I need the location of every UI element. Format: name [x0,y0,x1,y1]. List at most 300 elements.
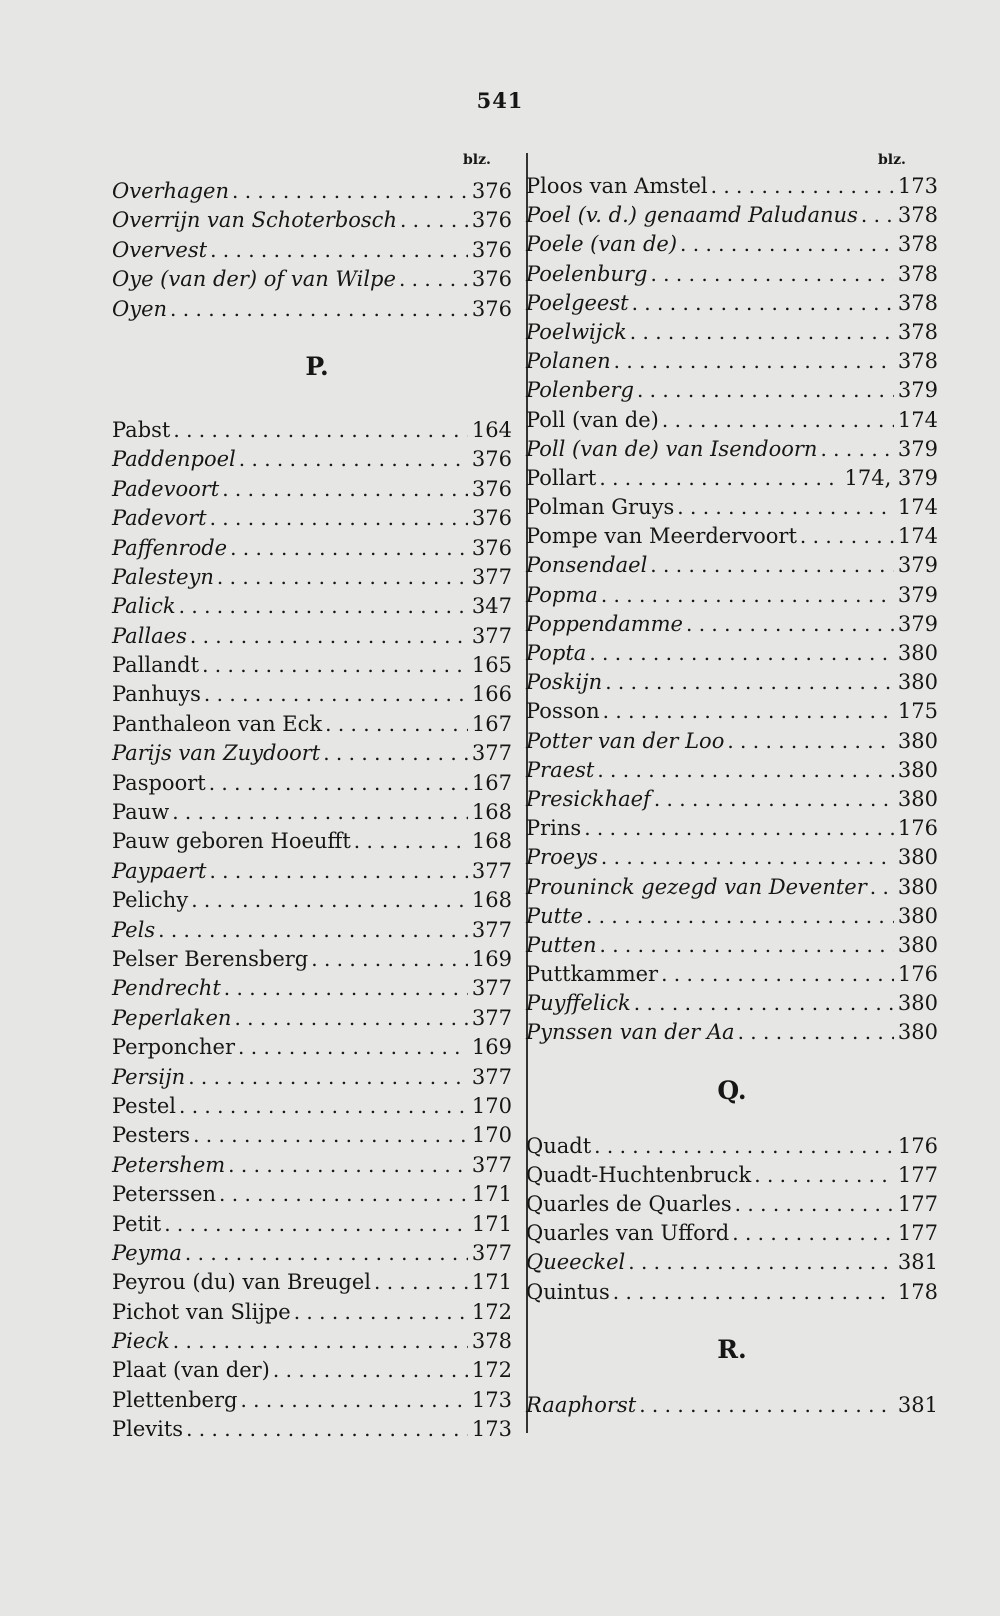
index-entry [526,289,938,318]
entry-page-number: 177 [897,1162,938,1187]
index-entry [112,739,512,768]
index-entry [112,680,512,709]
dot-leader [374,1268,468,1297]
entry-page-number: 376 [471,447,512,472]
dot-leader [204,680,468,709]
entry-name: Padevort [112,506,207,531]
dot-leader [601,843,894,872]
index-entry [526,1190,938,1219]
entry-name: Poll (van de) [526,407,659,432]
dot-leader [639,1391,894,1420]
index-entry [526,435,938,464]
index-entry [112,945,512,974]
dot-leader [158,916,468,945]
index-entry [112,1327,512,1356]
dot-leader [632,289,894,318]
dot-leader [209,769,468,798]
dot-leader [173,416,468,445]
dot-leader [870,873,894,902]
dot-leader [186,1415,468,1444]
entry-page-number: 380 [897,932,938,957]
dot-leader [400,206,468,235]
index-entry [112,504,512,533]
entry-name: Parijs van Zuydoort [112,741,321,766]
entry-name: Pauw geboren Hoeufft [112,829,351,854]
entry-name: Paypaert [112,858,207,883]
index-entry [112,827,512,856]
index-entry [112,1298,512,1327]
entry-page-number: 377 [471,741,512,766]
index-entry [112,265,512,294]
dot-leader [164,1210,468,1239]
entry-page-number: 378 [897,232,938,257]
dot-leader [294,1298,468,1327]
entry-page-number: 376 [471,535,512,560]
entry-name: Peterssen [112,1182,217,1207]
entry-page-number: 380 [897,845,938,870]
entry-name: Petershem [112,1152,226,1177]
index-entry [526,1391,938,1420]
entry-page-number: 171 [471,1270,512,1295]
entry-page-number: 378 [471,1329,512,1354]
entry-name: Popma [526,582,598,607]
page-column-header-left: blz. [463,152,491,168]
entry-page-number: 174 [897,407,938,432]
entry-name: Polanen [526,349,611,374]
entry-page-number: 170 [471,1093,512,1118]
r-entries [526,1391,938,1420]
dot-leader [603,697,894,726]
index-entry [526,727,938,756]
entry-name: Oyen [112,296,168,321]
entry-name: Pollart [526,465,597,490]
index-entry [112,1239,512,1268]
dot-leader [185,1239,468,1268]
index-entry [526,756,938,785]
index-entry [526,172,938,201]
index-entry [526,581,938,610]
entry-page-number: 380 [897,1020,938,1045]
dot-leader [601,581,894,610]
entry-name: Poskijn [526,670,603,695]
entry-page-number: 380 [897,874,938,899]
index-entry [112,475,512,504]
index-entry [526,785,938,814]
dot-leader [711,172,894,201]
entry-name: Panhuys [112,682,201,707]
entry-page-number: 169 [471,946,512,971]
index-entry [112,1004,512,1033]
dot-leader [680,230,894,259]
entry-name: Padevoort [112,476,220,501]
index-entry [526,902,938,931]
entry-name: Presickhaef [526,786,651,811]
index-entry [526,697,938,726]
entry-name: Prins [526,816,582,841]
dot-leader [677,493,894,522]
entry-name: Quarles de Quarles [526,1192,732,1216]
entry-page-number: 168 [471,800,512,825]
entry-page-number: 168 [471,888,512,913]
entry-page-number: 173 [471,1387,512,1412]
entry-page-number: 376 [471,476,512,501]
index-entry [112,1356,512,1385]
entry-name: Paffenrode [112,535,228,560]
index-entry [526,551,938,580]
section-letter-q: Q. [717,1075,747,1105]
entry-page-number: 178 [897,1279,938,1304]
dot-leader [209,857,467,886]
entry-page-number: 173 [897,174,938,198]
index-entry [112,1121,512,1150]
entry-name: Paddenpoel [112,447,236,472]
index-entry [112,1210,512,1239]
entry-name: Overvest [112,237,208,262]
dot-leader [240,1386,467,1415]
index-entry [112,416,512,445]
p-entries-left [112,416,512,1445]
entry-page-number: 380 [897,670,938,695]
entry-name: Pelichy [112,888,189,913]
entry-page-number: 177 [897,1192,938,1216]
dot-leader [661,960,894,989]
entry-page-number: 347 [471,594,512,619]
entry-page-number: 172 [471,1358,512,1383]
index-entry [526,1219,938,1248]
index-entry [112,1033,512,1062]
entry-page-number: 377 [471,564,512,589]
entry-page-number: 174 [897,495,938,520]
dot-leader [190,622,468,651]
entry-page-number: 169 [471,1035,512,1060]
entry-page-number: 377 [471,858,512,883]
entry-page-number: 164 [471,417,512,442]
entry-page-number: 376 [471,296,512,321]
index-entry [526,1132,938,1161]
entry-name: Poelgeest [526,290,629,315]
entry-page-number: 166 [471,682,512,707]
dot-leader [605,668,894,697]
index-entry [112,651,512,680]
left-entries [112,177,512,1445]
entry-name: Plaat (van der) [112,1358,270,1383]
entry-page-number: 379 [897,611,938,636]
entry-page-number: 380 [897,728,938,753]
entry-name: Quadt-Huchtenbruck [526,1162,752,1187]
index-entry [112,769,512,798]
p-entries-right [526,172,938,1048]
entry-page-number: 377 [471,623,512,648]
dot-leader [239,445,468,474]
entry-name: Prouninck gezegd van Deventer [526,874,867,899]
entry-name: Peyrou (du) van Breugel [112,1270,371,1295]
entry-name: Puttkammer [526,962,659,987]
dot-leader [170,295,468,324]
q-entries [526,1132,938,1307]
entry-page-number: 168 [471,829,512,854]
entry-name: Pelser Berensberg [112,946,309,971]
entry-page-number: 377 [471,976,512,1001]
entry-name: Queeckel [526,1250,626,1275]
entry-page-number: 376 [471,267,512,292]
index-entry [526,960,938,989]
entry-name: Poppendamme [526,611,683,636]
entry-page-number: 378 [897,290,938,315]
index-entry [526,464,938,493]
entry-name: Pauw [112,800,170,825]
entry-page-number: 175 [897,699,938,724]
entry-name: Poel (v. d.) genaamd Paludanus [526,203,858,228]
entry-name: Popta [526,641,587,665]
entry-name: Poelenburg [526,261,648,286]
entry-page-number: 378 [897,203,938,228]
index-entry [526,406,938,435]
index-entry [112,295,512,324]
entry-page-number: 381 [897,1392,938,1417]
entry-name: Pompe van Meerdervoort [526,524,797,549]
entry-name: Persijn [112,1064,186,1089]
dot-leader [173,1327,468,1356]
dot-leader [628,1248,894,1277]
entry-name: Petit [112,1211,162,1236]
entry-name: Quintus [526,1279,610,1304]
index-entry [526,376,938,405]
entry-name: Polman Gruys [526,495,675,520]
entry-name: Panthaleon van Eck [112,711,323,736]
entry-name: Palesteyn [112,564,214,589]
dot-leader [597,756,894,785]
right-entries [526,172,938,1420]
dot-leader [188,1063,468,1092]
entry-page-number: 177 [897,1221,938,1246]
entry-name: Potter van der Loo [526,728,725,753]
dot-leader [662,406,894,435]
dot-leader [238,1033,468,1062]
entry-name: Putte [526,903,583,928]
entry-page-number: 171 [471,1211,512,1236]
entry-page-number: 376 [471,179,512,203]
entry-name: Palick [112,594,176,619]
entry-name: Poll (van de) van Isendoorn [526,436,818,461]
index-entry [112,1268,512,1297]
entry-name: Raaphorst [526,1392,637,1417]
entry-name: Quarles van Ufford [526,1221,730,1246]
entry-page-number: 377 [471,917,512,942]
index-entry [112,206,512,235]
index-entry [112,916,512,945]
dot-leader [586,902,894,931]
dot-leader [217,563,468,592]
index-entry [526,1161,938,1190]
index-entry [526,1018,938,1047]
index-entry [112,857,512,886]
entry-page-number: 376 [471,208,512,233]
index-entry [112,622,512,651]
entry-page-number: 378 [897,349,938,374]
dot-leader [191,886,468,915]
dot-leader [234,1004,467,1033]
dot-leader [654,785,894,814]
entry-page-number: 379 [897,553,938,578]
index-entry [526,814,938,843]
entry-page-number: 377 [471,1240,512,1265]
index-entry [526,639,938,668]
dot-leader [732,1219,894,1248]
index-entry [526,201,938,230]
dot-leader [637,376,894,405]
entry-name: Proeys [526,845,598,870]
entry-page-number: 176 [897,816,938,841]
entry-name: Pestel [112,1093,176,1118]
dot-leader [599,464,840,493]
dot-leader [172,798,468,827]
index-entry [112,1180,512,1209]
entry-page-number: 378 [897,319,938,344]
dot-leader [224,974,468,1003]
index-entry [112,1092,512,1121]
index-entry [112,177,512,206]
dot-leader [727,727,894,756]
entry-name: Pabst [112,417,171,442]
index-entry [526,1278,938,1307]
entry-page-number: 376 [471,506,512,531]
index-entry [112,1151,512,1180]
entry-name: Perponcher [112,1035,236,1060]
index-entry [112,445,512,474]
index-entry [112,1386,512,1415]
entry-name: Paspoort [112,770,206,795]
entry-page-number: 379 [897,582,938,607]
dot-leader [650,551,894,580]
dot-leader [650,260,893,289]
index-entry [112,592,512,621]
entry-name: Pichot van Slijpe [112,1299,291,1324]
dot-leader [311,945,468,974]
entry-page-number: 379 [897,436,938,461]
dot-leader [210,504,468,533]
dot-leader [179,1092,468,1121]
entry-name: Peyma [112,1240,182,1265]
dot-leader [594,1132,894,1161]
index-entry [526,230,938,259]
index-entry [112,798,512,827]
index-entry [112,236,512,265]
entry-name: Pesters [112,1123,191,1148]
dot-leader [738,1018,894,1047]
index-entry [526,873,938,902]
entry-page-number: 174, 379 [844,465,938,490]
section-letter-p: P. [305,351,329,381]
entry-name: Puyffelick [526,991,631,1016]
dot-leader [600,931,894,960]
entry-page-number: 176 [897,1133,938,1158]
dot-leader [614,347,894,376]
entry-page-number: 176 [897,962,938,987]
dot-leader [323,739,468,768]
dot-leader [800,522,894,551]
dot-leader [219,1180,468,1209]
index-entry [526,989,938,1018]
entry-name: Poele (van de) [526,232,678,257]
dot-leader [735,1190,894,1219]
entry-page-number: 170 [471,1123,512,1148]
entry-name: Putten [526,932,597,957]
section-letter-r: R. [717,1334,747,1364]
entry-page-number: 380 [897,786,938,811]
entry-name: Ponsendael [526,553,648,578]
index-entry [112,974,512,1003]
dot-leader [399,265,468,294]
index-entry [112,1415,512,1444]
dot-leader [230,534,468,563]
entry-page-number: 381 [897,1250,938,1275]
index-entry [526,318,938,347]
dot-leader [584,814,894,843]
entry-name: Pendrecht [112,976,221,1001]
dot-leader [179,592,468,621]
index-entry [112,563,512,592]
index-entry [526,668,938,697]
entry-page-number: 377 [471,1152,512,1177]
index-entry [526,843,938,872]
entry-name: Peperlaken [112,1005,232,1030]
index-entry [526,1248,938,1277]
entry-name: Posson [526,699,600,724]
index-entry [526,493,938,522]
entry-page-number: 165 [471,653,512,678]
entry-page-number: 172 [471,1299,512,1324]
page-number: 541 [476,88,524,113]
entry-name: Plettenberg [112,1387,238,1412]
entry-page-number: 167 [471,770,512,795]
dot-leader [686,610,894,639]
dot-leader [273,1356,468,1385]
entry-page-number: 378 [897,261,938,286]
entry-name: Pynssen van der Aa [526,1020,735,1045]
index-entry [112,534,512,563]
index-entry [112,886,512,915]
entry-name: Praest [526,757,595,782]
entry-page-number: 380 [897,641,938,665]
dot-leader [228,1151,468,1180]
index-entry [526,931,938,960]
entry-page-number: 376 [471,237,512,262]
entry-name: Poelwijck [526,319,627,344]
index-entry [526,522,938,551]
dot-leader [354,827,468,856]
entry-page-number: 171 [471,1182,512,1207]
dot-leader [754,1161,894,1190]
entry-name: Pieck [112,1329,170,1354]
entry-page-number: 380 [897,903,938,928]
entry-page-number: 377 [471,1064,512,1089]
entry-page-number: 379 [897,378,938,403]
entry-name: Pallaes [112,623,187,648]
entry-name: Overrijn van Schoterbosch [112,208,397,233]
entry-page-number: 173 [471,1417,512,1442]
dot-leader [861,201,894,230]
dot-leader [613,1278,894,1307]
dot-leader [325,710,468,739]
entry-name: Polenberg [526,378,634,403]
index-entry [112,1063,512,1092]
entry-name: Overhagen [112,179,229,203]
entry-page-number: 380 [897,991,938,1016]
entry-name: Pallandt [112,653,200,678]
o-entries [112,177,512,324]
entry-name: Plevits [112,1417,184,1442]
entry-page-number: 174 [897,524,938,549]
